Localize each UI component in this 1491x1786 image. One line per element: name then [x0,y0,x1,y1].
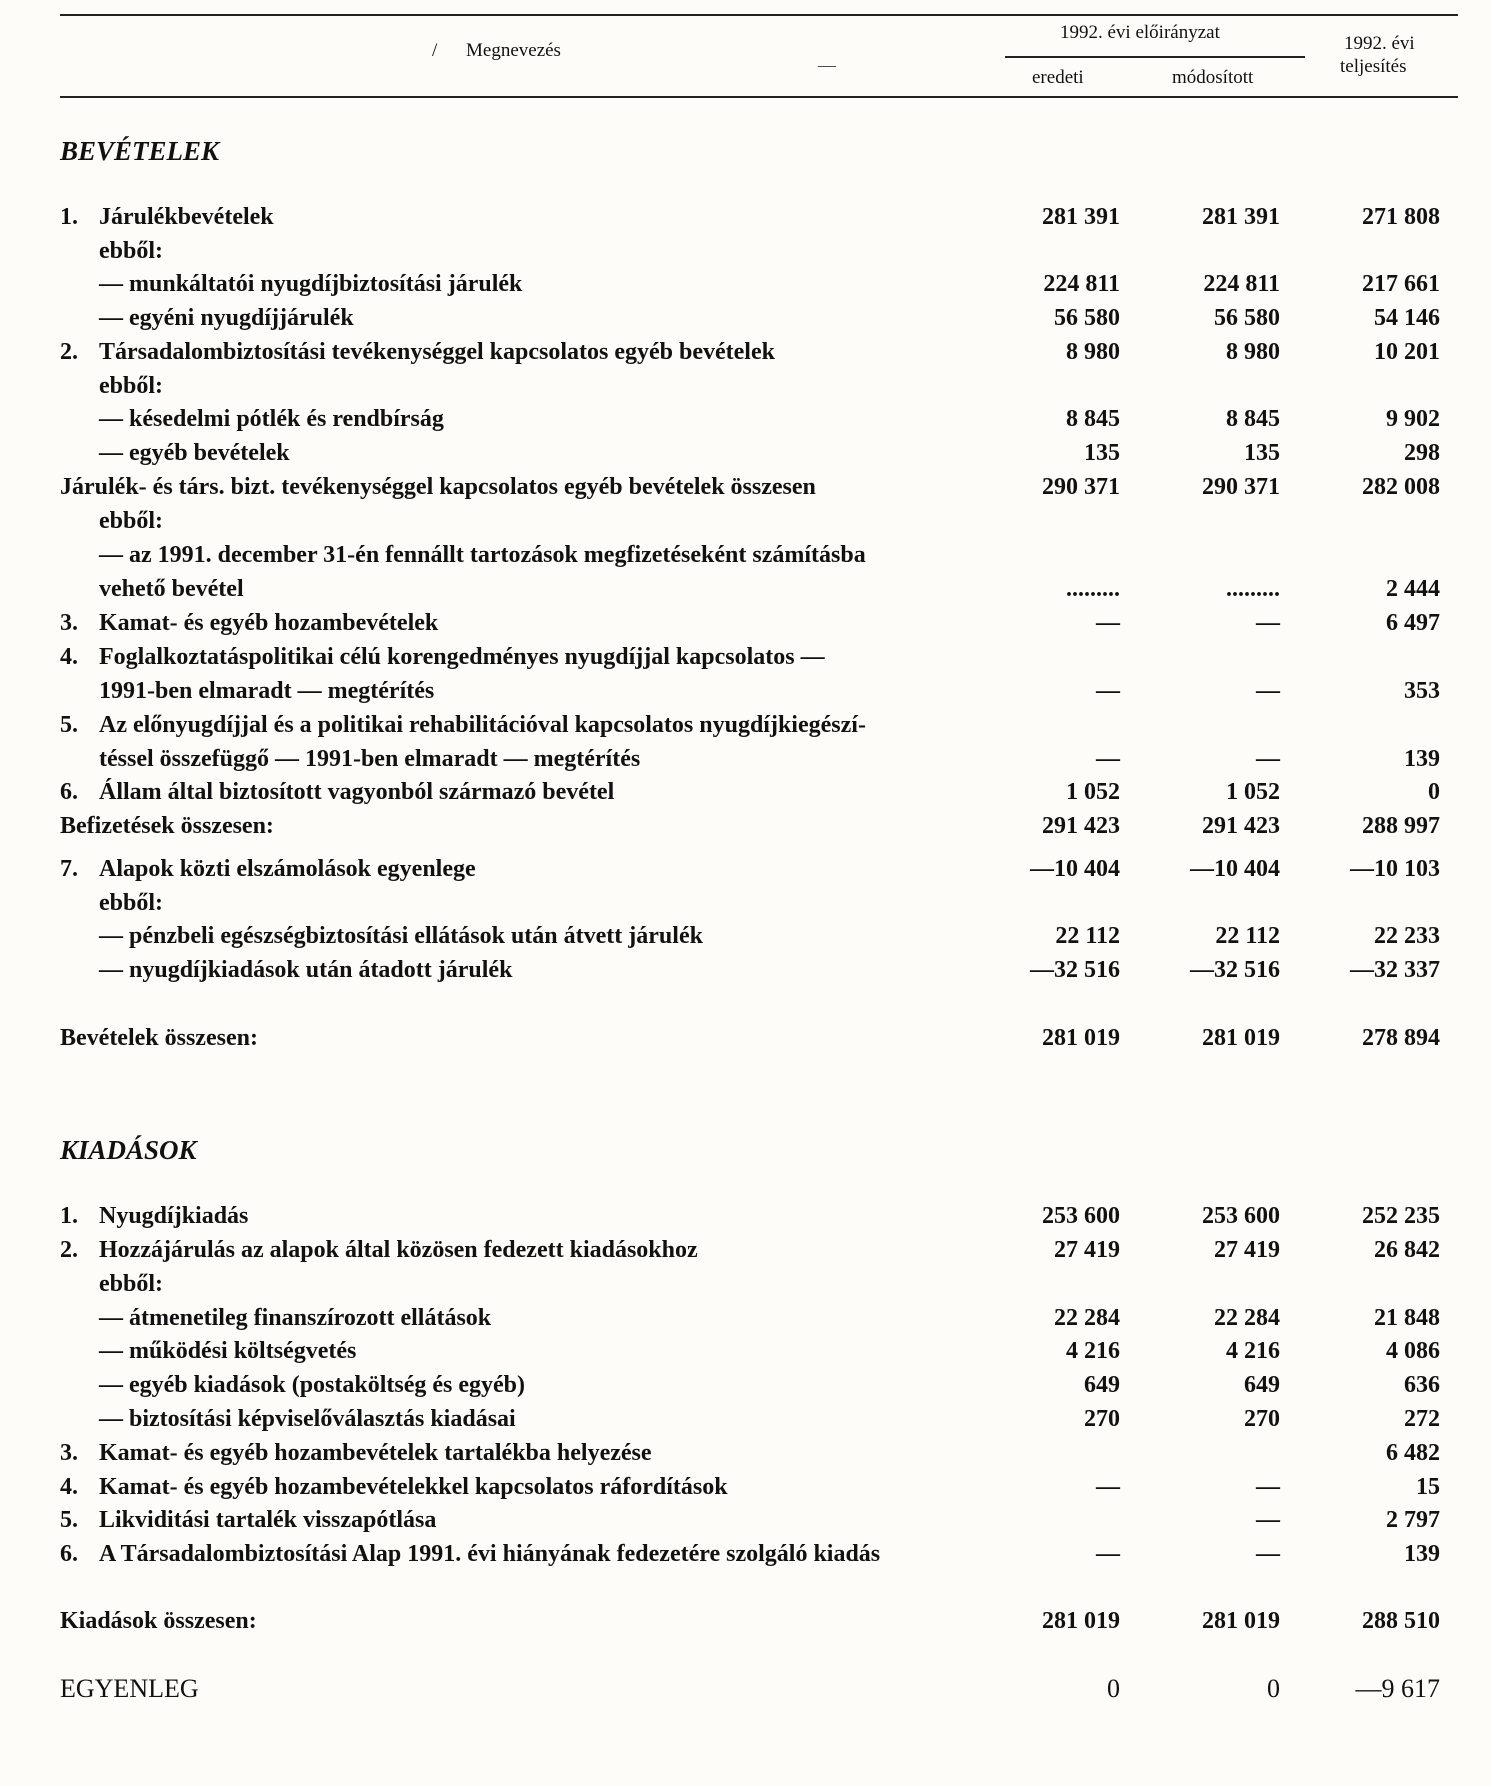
table-row [0,576,1491,608]
cell-eredeti: —10 404 [1030,856,1120,882]
row-label: — átmenetileg finanszírozott ellátások [99,1305,492,1331]
cell-eredeti: 270 [1084,1406,1120,1432]
header-teljesites-line1: 1992. évi [1344,33,1415,54]
row-label: téssel összefüggő — 1991-ben elmaradt — megtérítés [99,746,641,772]
table-row [0,204,1491,236]
cell-modositott: — [1256,746,1280,772]
table-row [0,1541,1491,1573]
row-label: — egyéb kiadások (postaköltség és egyéb) [99,1372,526,1398]
table-row [0,305,1491,337]
row-number: 3. [60,1440,78,1466]
cell-modositott: 290 371 [1202,474,1280,500]
row-number: 2. [60,1237,78,1263]
row-label: Járulékbevételek [99,204,274,230]
cell-teljesites: 288 510 [1362,1608,1440,1634]
cell-modositott: 8 845 [1226,406,1280,432]
cell-modositott: 1 052 [1226,779,1280,805]
row-number: 4. [60,1474,78,1500]
row-label: ebből: [99,238,164,264]
cell-modositott: 22 284 [1214,1305,1280,1331]
table-row [0,1372,1491,1404]
table-row [0,1440,1491,1472]
cell-teljesites: 54 146 [1374,305,1440,331]
cell-eredeti: 1 052 [1066,779,1120,805]
cell-teljesites: 2 797 [1386,1507,1440,1533]
table-row [0,678,1491,710]
row-label: ebből: [99,890,164,916]
table-row [0,1608,1491,1640]
table-row [0,779,1491,811]
header-sub-rule [1005,56,1305,58]
row-label: — az 1991. december 31-én fennállt tartozások megfizetéseként számításba [99,542,866,568]
cell-modositott: 281 019 [1202,1025,1280,1051]
row-number: 4. [60,644,78,670]
cell-modositott: 281 391 [1202,204,1280,230]
row-label: Járulék- és társ. bizt. tevékenységgel kapcsolatos egyéb bevételek összesen [60,474,816,500]
cell-teljesites: 272 [1404,1406,1440,1432]
cell-teljesites: 353 [1404,678,1440,704]
row-number: 3. [60,610,78,636]
table-row [0,1203,1491,1235]
cell-teljesites: 217 661 [1362,271,1440,297]
cell-eredeti: 22 112 [1055,923,1120,949]
cell-modositott: 56 580 [1214,305,1280,331]
row-label: ebből: [99,373,164,399]
cell-modositott: — [1256,1507,1280,1533]
table-row [0,474,1491,506]
cell-modositott: 135 [1244,440,1280,466]
cell-teljesites: 278 894 [1362,1025,1440,1051]
row-label: 1991-ben elmaradt — megtérítés [99,678,435,704]
cell-teljesites: 2 444 [1386,576,1440,602]
row-label: Társadalombiztosítási tevékenységgel kapcsolatos egyéb bevételek [99,339,775,365]
cell-eredeti: 290 371 [1042,474,1120,500]
cell-teljesites: 298 [1404,440,1440,466]
table-row [0,339,1491,371]
row-label: — munkáltatói nyugdíjbiztosítási járulék [99,271,523,297]
table-row [0,644,1491,676]
cell-eredeti: 253 600 [1042,1203,1120,1229]
row-label: — nyugdíjkiadások után átadott járulék [99,957,513,983]
cell-eredeti: 22 284 [1054,1305,1120,1331]
cell-teljesites: 6 482 [1386,1440,1440,1466]
row-label: Befizetések összesen: [60,813,274,839]
cell-teljesites: 26 842 [1374,1237,1440,1263]
cell-eredeti: 0 [1107,1674,1120,1703]
table-row [0,1338,1491,1370]
cell-eredeti: 281 391 [1042,204,1120,230]
cell-eredeti: — [1096,1474,1120,1500]
cell-teljesites: 15 [1416,1474,1440,1500]
table-row [0,238,1491,270]
table-row [0,1674,1491,1706]
cell-modositott: 270 [1244,1406,1280,1432]
cell-modositott: —32 516 [1190,957,1280,983]
cell-modositott: 253 600 [1202,1203,1280,1229]
header-megnevezes: Megnevezés [466,40,561,61]
cell-teljesites: 10 201 [1374,339,1440,365]
cell-eredeti: 281 019 [1042,1025,1120,1051]
cell-modositott: 649 [1244,1372,1280,1398]
cell-modositott: 224 811 [1203,271,1280,297]
cell-modositott: ......... [1226,576,1280,602]
table-row [0,1305,1491,1337]
row-label: vehető bevétel [99,576,244,602]
cell-eredeti: 649 [1084,1372,1120,1398]
row-label: Kamat- és egyéb hozambevételek [99,610,439,636]
row-label: — egyéb bevételek [99,440,290,466]
cell-modositott: 281 019 [1202,1608,1280,1634]
cell-eredeti: — [1096,746,1120,772]
cell-eredeti: —32 516 [1030,957,1120,983]
row-number: 2. [60,339,78,365]
cell-teljesites: 282 008 [1362,474,1440,500]
cell-teljesites: 636 [1404,1372,1440,1398]
row-label: — biztosítási képviselőválasztás kiadásai [99,1406,516,1432]
cell-modositott: 0 [1267,1674,1280,1703]
table-row [0,890,1491,922]
table-row [0,856,1491,888]
cell-eredeti: ......... [1066,576,1120,602]
row-label: ebből: [99,1271,164,1297]
row-label: Bevételek összesen: [60,1025,258,1051]
cell-eredeti: 4 216 [1066,1338,1120,1364]
row-label: Állam által biztosított vagyonból származó bevétel [99,779,615,805]
row-label: Kamat- és egyéb hozambevételek tartalékba helyezése [99,1440,652,1466]
cell-eredeti: 8 845 [1066,406,1120,432]
table-row [0,542,1491,574]
cell-teljesites: —32 337 [1350,957,1440,983]
table-row [0,1025,1491,1057]
row-number: 6. [60,779,78,805]
cell-eredeti: — [1096,1541,1120,1567]
row-label: Kamat- és egyéb hozambevételekkel kapcsolatos ráfordítások [99,1474,728,1500]
table-row [0,610,1491,642]
row-label: Alapok közti elszámolások egyenlege [99,856,476,882]
table-row [0,508,1491,540]
row-label: Kiadások összesen: [60,1608,257,1634]
row-label: EGYENLEG [60,1674,199,1703]
cell-modositott: — [1256,678,1280,704]
cell-eredeti: 224 811 [1043,271,1120,297]
cell-eredeti: 281 019 [1042,1608,1120,1634]
header-teljesites-line2: teljesítés [1340,56,1407,77]
cell-eredeti: 291 423 [1042,813,1120,839]
row-label: Likviditási tartalék visszapótlása [99,1507,437,1533]
cell-teljesites: 139 [1404,746,1440,772]
cell-modositott: —10 404 [1190,856,1280,882]
cell-modositott: 27 419 [1214,1237,1280,1263]
cell-teljesites: 6 497 [1386,610,1440,636]
cell-teljesites: 4 086 [1386,1338,1440,1364]
table-row [0,923,1491,955]
table-row [0,813,1491,845]
header-eloiranyzat: 1992. évi előirányzat [1060,22,1220,43]
row-label: Nyugdíjkiadás [99,1203,249,1229]
row-label: Hozzájárulás az alapok által közösen fedezett kiadásokhoz [99,1237,698,1263]
cell-eredeti: 56 580 [1054,305,1120,331]
header-eredeti: eredeti [1032,67,1084,88]
cell-eredeti: 27 419 [1054,1237,1120,1263]
row-label: A Társadalombiztosítási Alap 1991. évi hiányának fedezetére szolgáló kiadás [99,1541,881,1567]
table-row [0,957,1491,989]
cell-teljesites: —10 103 [1350,856,1440,882]
header-bottom-rule [60,96,1458,98]
cell-teljesites: —9 617 [1355,1674,1440,1703]
row-label: Foglalkoztatáspolitikai célú korengedményes nyugdíjjal kapcsolatos — [99,644,825,670]
row-label: — késedelmi pótlék és rendbírság [99,406,444,432]
cell-modositott: — [1256,1541,1280,1567]
top-rule [60,14,1458,16]
table-row [0,712,1491,744]
cell-modositott: 22 112 [1215,923,1280,949]
row-label: — egyéni nyugdíjjárulék [99,305,354,331]
cell-teljesites: 252 235 [1362,1203,1440,1229]
cell-modositott: — [1256,610,1280,636]
cell-modositott: 291 423 [1202,813,1280,839]
cell-eredeti: — [1096,678,1120,704]
cell-eredeti: 135 [1084,440,1120,466]
cell-teljesites: 22 233 [1374,923,1440,949]
table-row [0,1237,1491,1269]
table-row [0,1507,1491,1539]
cell-eredeti: 8 980 [1066,339,1120,365]
table-row [0,1406,1491,1438]
section-kiadasok: KIADÁSOK [60,1135,197,1165]
cell-modositott: — [1256,1474,1280,1500]
cell-teljesites: 21 848 [1374,1305,1440,1331]
cell-teljesites: 271 808 [1362,204,1440,230]
cell-teljesites: 0 [1428,779,1440,805]
table-row [0,373,1491,405]
row-label: ebből: [99,508,164,534]
cell-teljesites: 288 997 [1362,813,1440,839]
row-label: Az előnyugdíjjal és a politikai rehabilitációval kapcsolatos nyugdíjkiegészí- [99,712,866,738]
table-row [0,440,1491,472]
table-row [0,406,1491,438]
header-dash-mark: — [818,55,836,75]
table-row [0,746,1491,778]
header-modositott: módosított [1172,67,1254,88]
row-number: 1. [60,204,78,230]
row-number: 1. [60,1203,78,1229]
cell-modositott: 8 980 [1226,339,1280,365]
table-row [0,271,1491,303]
table-row [0,1474,1491,1506]
row-number: 5. [60,712,78,738]
row-label: — működési költségvetés [99,1338,357,1364]
cell-teljesites: 139 [1404,1541,1440,1567]
section-bevetelek: BEVÉTELEK [60,136,220,166]
table-row [0,1271,1491,1303]
cell-modositott: 4 216 [1226,1338,1280,1364]
row-number: 7. [60,856,78,882]
cell-teljesites: 9 902 [1386,406,1440,432]
header-mark: / [432,40,438,61]
cell-eredeti: — [1096,610,1120,636]
row-number: 5. [60,1507,78,1533]
row-label: — pénzbeli egészségbiztosítási ellátások után átvett járulék [99,923,703,949]
row-number: 6. [60,1541,78,1567]
